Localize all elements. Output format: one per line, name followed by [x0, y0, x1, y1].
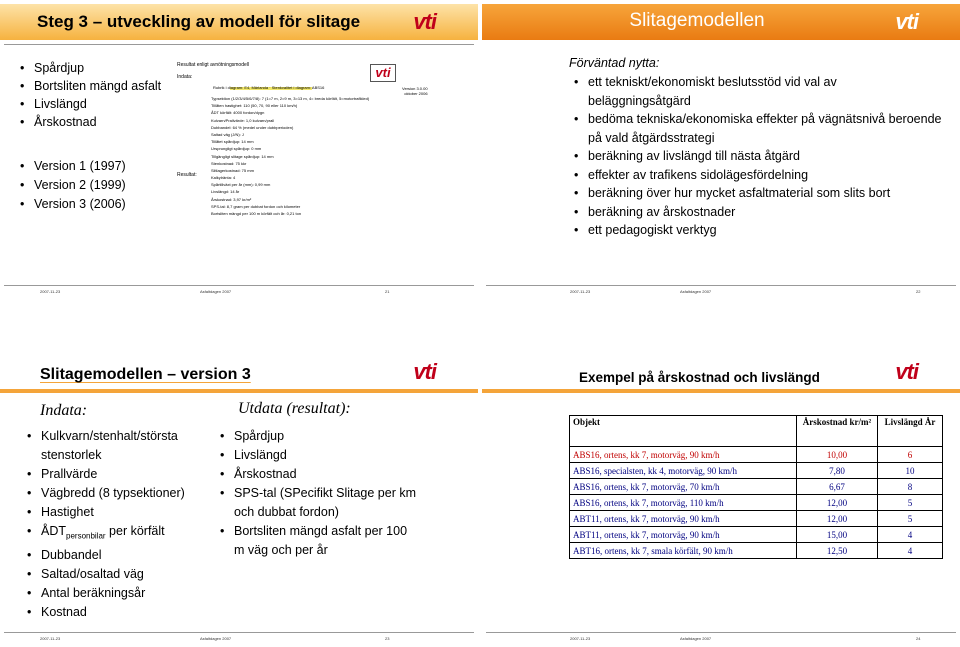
vti-logo: vti — [413, 359, 436, 384]
list-item: • Version 1 (1997) — [18, 157, 126, 176]
col-livslangd: Livslängd År — [878, 416, 943, 447]
benefit-list — [572, 73, 942, 240]
footer-divider — [4, 632, 474, 633]
list-item: • beräkning över hur mycket asfaltmaterial som slits bort — [572, 184, 942, 203]
footer-date: 2007-11-23 — [570, 636, 591, 641]
subheading: Förväntad nytta: — [569, 56, 660, 70]
list-item: • Kulkvarn/stenhalt/största stenstorlek — [25, 427, 215, 465]
mini-row: SPS-tal: 8,7 gram per dubbat fordon och kilometer — [211, 203, 301, 209]
footer-divider — [486, 285, 956, 286]
model-screenshot — [175, 60, 370, 230]
mini-row: Bortsliten mängd per 100 m körfält och år: 0,21 ton — [211, 211, 302, 216]
footer-date: 2007-11-23 — [40, 636, 61, 641]
footer-event: Asfaltdagen 2007 — [200, 636, 232, 641]
vti-logo: vti — [895, 359, 918, 384]
mini-row: Ursprungligt spårdjup: 0 mm — [211, 146, 262, 152]
mini-row: Typsektion (1/2/3/4/5/6/7/8): 7 (1=7 m, 2=9 m, 3=13 m, 4= breda körfält, 5=motortrafikled) — [211, 96, 370, 101]
mini-indata: Indata: — [177, 74, 193, 80]
list-item: • Livslängd — [18, 95, 164, 113]
mini-rubrik: Rubrik i diagram: E4, Märlanda · Stenkvalitet i diagram: ABS16 — [213, 85, 325, 90]
mini-row: Saltad väg (J/N): J — [211, 131, 244, 137]
mini-rows — [211, 96, 411, 218]
col-arskostnad: Årskostnad kr/m² — [797, 416, 878, 447]
list-item: • bedöma tekniska/ekonomiska effekter på vägnätsnivå beroende på vald åtgärdsstrategi — [572, 110, 942, 147]
list-item: • Årskostnad — [218, 465, 418, 484]
mini-heading: Resultat enligt avnötningsmodell — [177, 62, 249, 68]
table-row: ABS16, ortens, kk 7, motorväg, 70 km/h 6,67 8 — [570, 479, 943, 495]
table-row: ABT11, ortens, kk 7, motorväg, 90 km/h 12,00 5 — [570, 511, 943, 527]
list-item: • Hastighet — [25, 503, 215, 522]
mini-vti-logo: vti — [370, 64, 396, 82]
vti-logo: vti — [895, 9, 918, 34]
table-row: ABS16, specialsten, kk 4, motorväg, 90 km/h 7,80 10 — [570, 463, 943, 479]
mini-row: Kalkylränta: 4 — [211, 175, 236, 181]
cost-table — [569, 415, 943, 559]
divider — [4, 44, 474, 45]
footer-event: Asfaltdagen 2007 — [680, 636, 712, 641]
slide-title: Exempel på årskostnad och livslängd — [579, 370, 820, 385]
list-item: • Livslängd — [218, 446, 418, 465]
slide-title: Slitagemodellen — [629, 10, 765, 31]
mini-version: Version 3.0.00 oktober 2006 — [402, 86, 428, 96]
utdata-heading: Utdata (resultat): — [238, 400, 351, 417]
slide-22 — [482, 0, 960, 300]
list-item: • effekter av trafikens sidolägesfördelning — [572, 166, 942, 185]
mini-row: Kulvarn/Prallvärde: 1,0 kulvarn/prall — [211, 117, 275, 123]
list-item: • ett pedagogiskt verktyg — [572, 221, 942, 240]
list-item: • Vägbredd (8 typsektioner) — [25, 484, 215, 503]
orange-rule — [482, 389, 960, 393]
footer-date: 2007-11-23 — [40, 289, 61, 294]
list-item: • $ÅDT_{personbilar}$ per körfält — [25, 522, 215, 546]
page-number: 23 — [385, 636, 390, 641]
list-item: • Bortsliten mängd asfalt per 100 m väg och per år — [218, 522, 418, 560]
version-list — [18, 157, 126, 214]
footer-divider — [4, 285, 474, 286]
list-item: • Dubbandel — [25, 546, 215, 565]
list-item: • SPS-tal (SPecifikt Slitage per km och dubbat fordon) — [218, 484, 418, 522]
list-item: • Antal beräkningsår — [25, 584, 215, 603]
indata-heading: Indata: — [40, 402, 88, 419]
mini-resultat: Resultat: — [177, 172, 197, 178]
slide-24 — [482, 347, 960, 647]
mini-row: Tillgängligt slitage spårdjup: 14 mm — [211, 153, 274, 159]
utdata-list — [218, 427, 418, 560]
mini-row: Livslängd: 14 år — [211, 189, 240, 195]
slide-23 — [0, 347, 478, 647]
slide-title: Slitagemodellen – version 3 — [40, 366, 251, 383]
mini-row: Tillåten hastighet: 110 (50, 70, 90 eller 110 km/h) — [211, 103, 298, 109]
mini-row: Tillåtet spårdjup: 14 mm — [211, 139, 254, 145]
table-row: ABS16, ortens, kk 7, motorväg, 110 km/h 12,00 5 — [570, 495, 943, 511]
orange-rule — [0, 389, 478, 393]
page-number: 21 — [385, 289, 390, 294]
page-number: 22 — [916, 289, 921, 294]
list-item: • Version 3 (2006) — [18, 195, 126, 214]
table-row: ABS16, ortens, kk 7, motorväg, 90 km/h 10,00 6 — [570, 447, 943, 463]
list-item: • Spårdjup — [18, 59, 164, 77]
list-item: • Spårdjup — [218, 427, 418, 446]
list-item: • ett tekniskt/ekonomiskt beslutsstöd vid val av beläggningsåtgärd — [572, 73, 942, 110]
list-item: • Prallvärde — [25, 465, 215, 484]
list-item: • Version 2 (1999) — [18, 176, 126, 195]
mini-row: Stenkostnad: 75 kkr — [211, 160, 247, 166]
list-item: • beräkning av livslängd till nästa åtgärd — [572, 147, 942, 166]
col-objekt: Objekt — [570, 416, 797, 447]
mini-row: Spårtillväxt per år (mm): 0,99 mm — [211, 182, 271, 188]
list-item: • Kostnad — [25, 603, 215, 622]
footer-event: Asfaltdagen 2007 — [200, 289, 232, 294]
table-header — [570, 416, 943, 447]
list-item: • Årskostnad — [18, 113, 164, 131]
list-item: • Saltad/osaltad väg — [25, 565, 215, 584]
footer-date: 2007-11-23 — [570, 289, 591, 294]
page-number: 24 — [916, 636, 921, 641]
mini-row: ÅDT körfält: 4000 fordon/dygn — [211, 110, 265, 116]
mini-row: Årskostnad: 3,97 kr/m² — [211, 196, 252, 202]
indata-list — [25, 427, 215, 622]
table-row: ABT11, ortens, kk 7, motorväg, 90 km/h 15,00 4 — [570, 527, 943, 543]
topic-list — [18, 59, 164, 131]
mini-row: Slitlagerkostnad: 75 mm — [211, 167, 254, 173]
list-item: • Bortsliten mängd asfalt — [18, 77, 164, 95]
footer-divider — [486, 632, 956, 633]
table-row: ABT16, ortens, kk 7, smala körfält, 90 km/h 12,50 4 — [570, 543, 943, 559]
footer-event: Asfaltdagen 2007 — [680, 289, 712, 294]
slide-21 — [0, 0, 478, 300]
vti-logo: vti — [413, 9, 436, 34]
mini-row: Dubbandel: 64 % (medel under dubbperioden) — [211, 124, 294, 130]
slide-title: Steg 3 – utveckling av modell för slitage — [37, 12, 361, 31]
list-item: • beräkning av årskostnader — [572, 203, 942, 222]
